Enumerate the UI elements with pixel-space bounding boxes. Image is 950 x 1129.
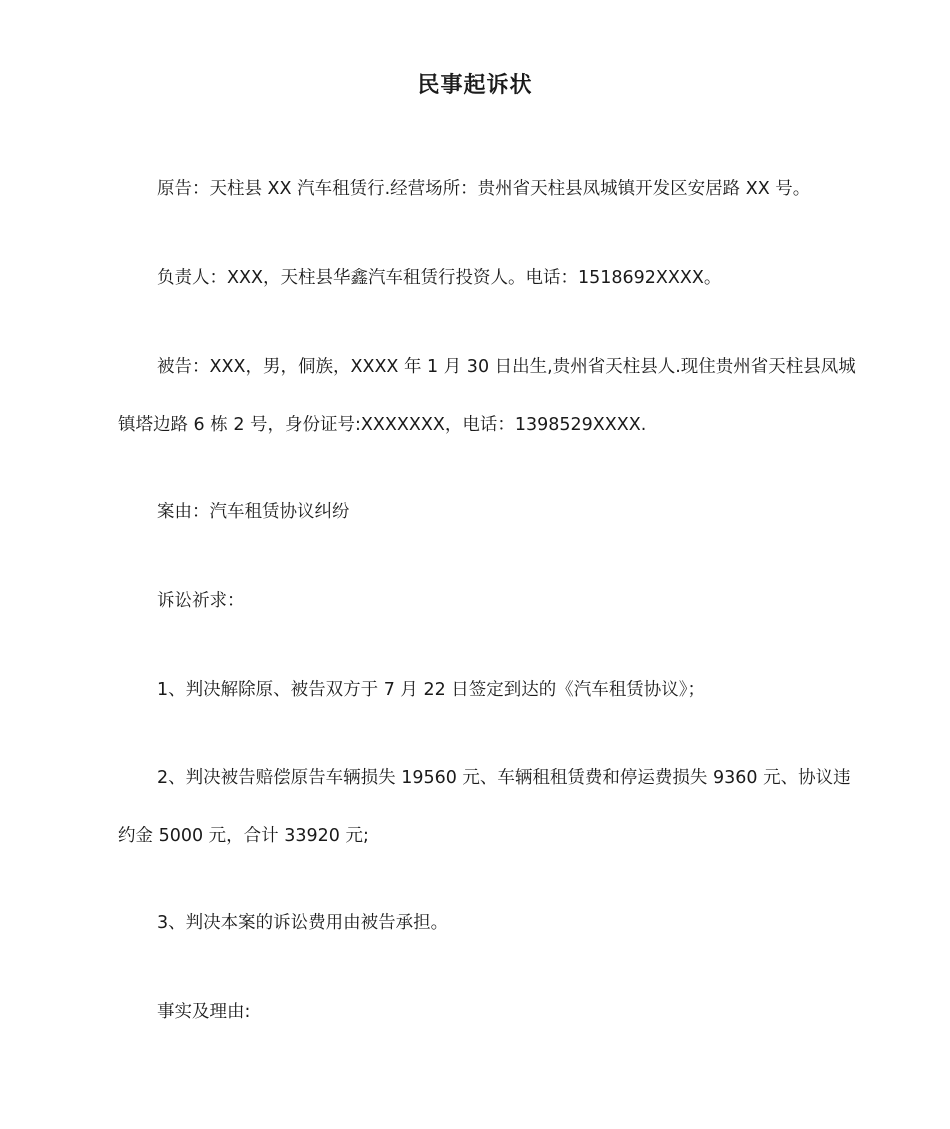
case-cause-paragraph: 案由：汽车租赁协议纠纷 [157, 502, 350, 522]
facts-reasons-heading: 事实及理由: [157, 1002, 251, 1022]
defendant-paragraph: 被告：XXX，男，侗族，XXXX 年 1 月 30 日出生,贵州省天柱县人.现住贵州省天柱县凤城镇塔边路 6 栋 2 号，身份证号:XXXXXXX，电话：1398529XXXX. [118, 357, 856, 435]
plaintiff-paragraph: 原告：天柱县 XX 汽车租赁行.经营场所：贵州省天柱县凤城镇开发区安居路 XX 号。 [157, 179, 811, 199]
claim-item-2: 2、判决被告赔偿原告车辆损失 19560 元、车辆租租赁费和停运费损失 9360 元、协议违约金 5000 元，合计 33920 元; [118, 768, 851, 846]
responsible-person-paragraph: 负责人：XXX，天柱县华鑫汽车租赁行投资人。电话：1518692XXXX。 [157, 268, 722, 288]
claims-heading: 诉讼祈求： [157, 591, 245, 611]
document-title: 民事起诉状 [417, 73, 533, 98]
claim-item-3: 3、判决本案的诉讼费用由被告承担。 [157, 913, 449, 933]
claim-item-1: 1、判决解除原、被告双方于 7 月 22 日签定到达的《汽车租赁协议》； [157, 680, 706, 700]
